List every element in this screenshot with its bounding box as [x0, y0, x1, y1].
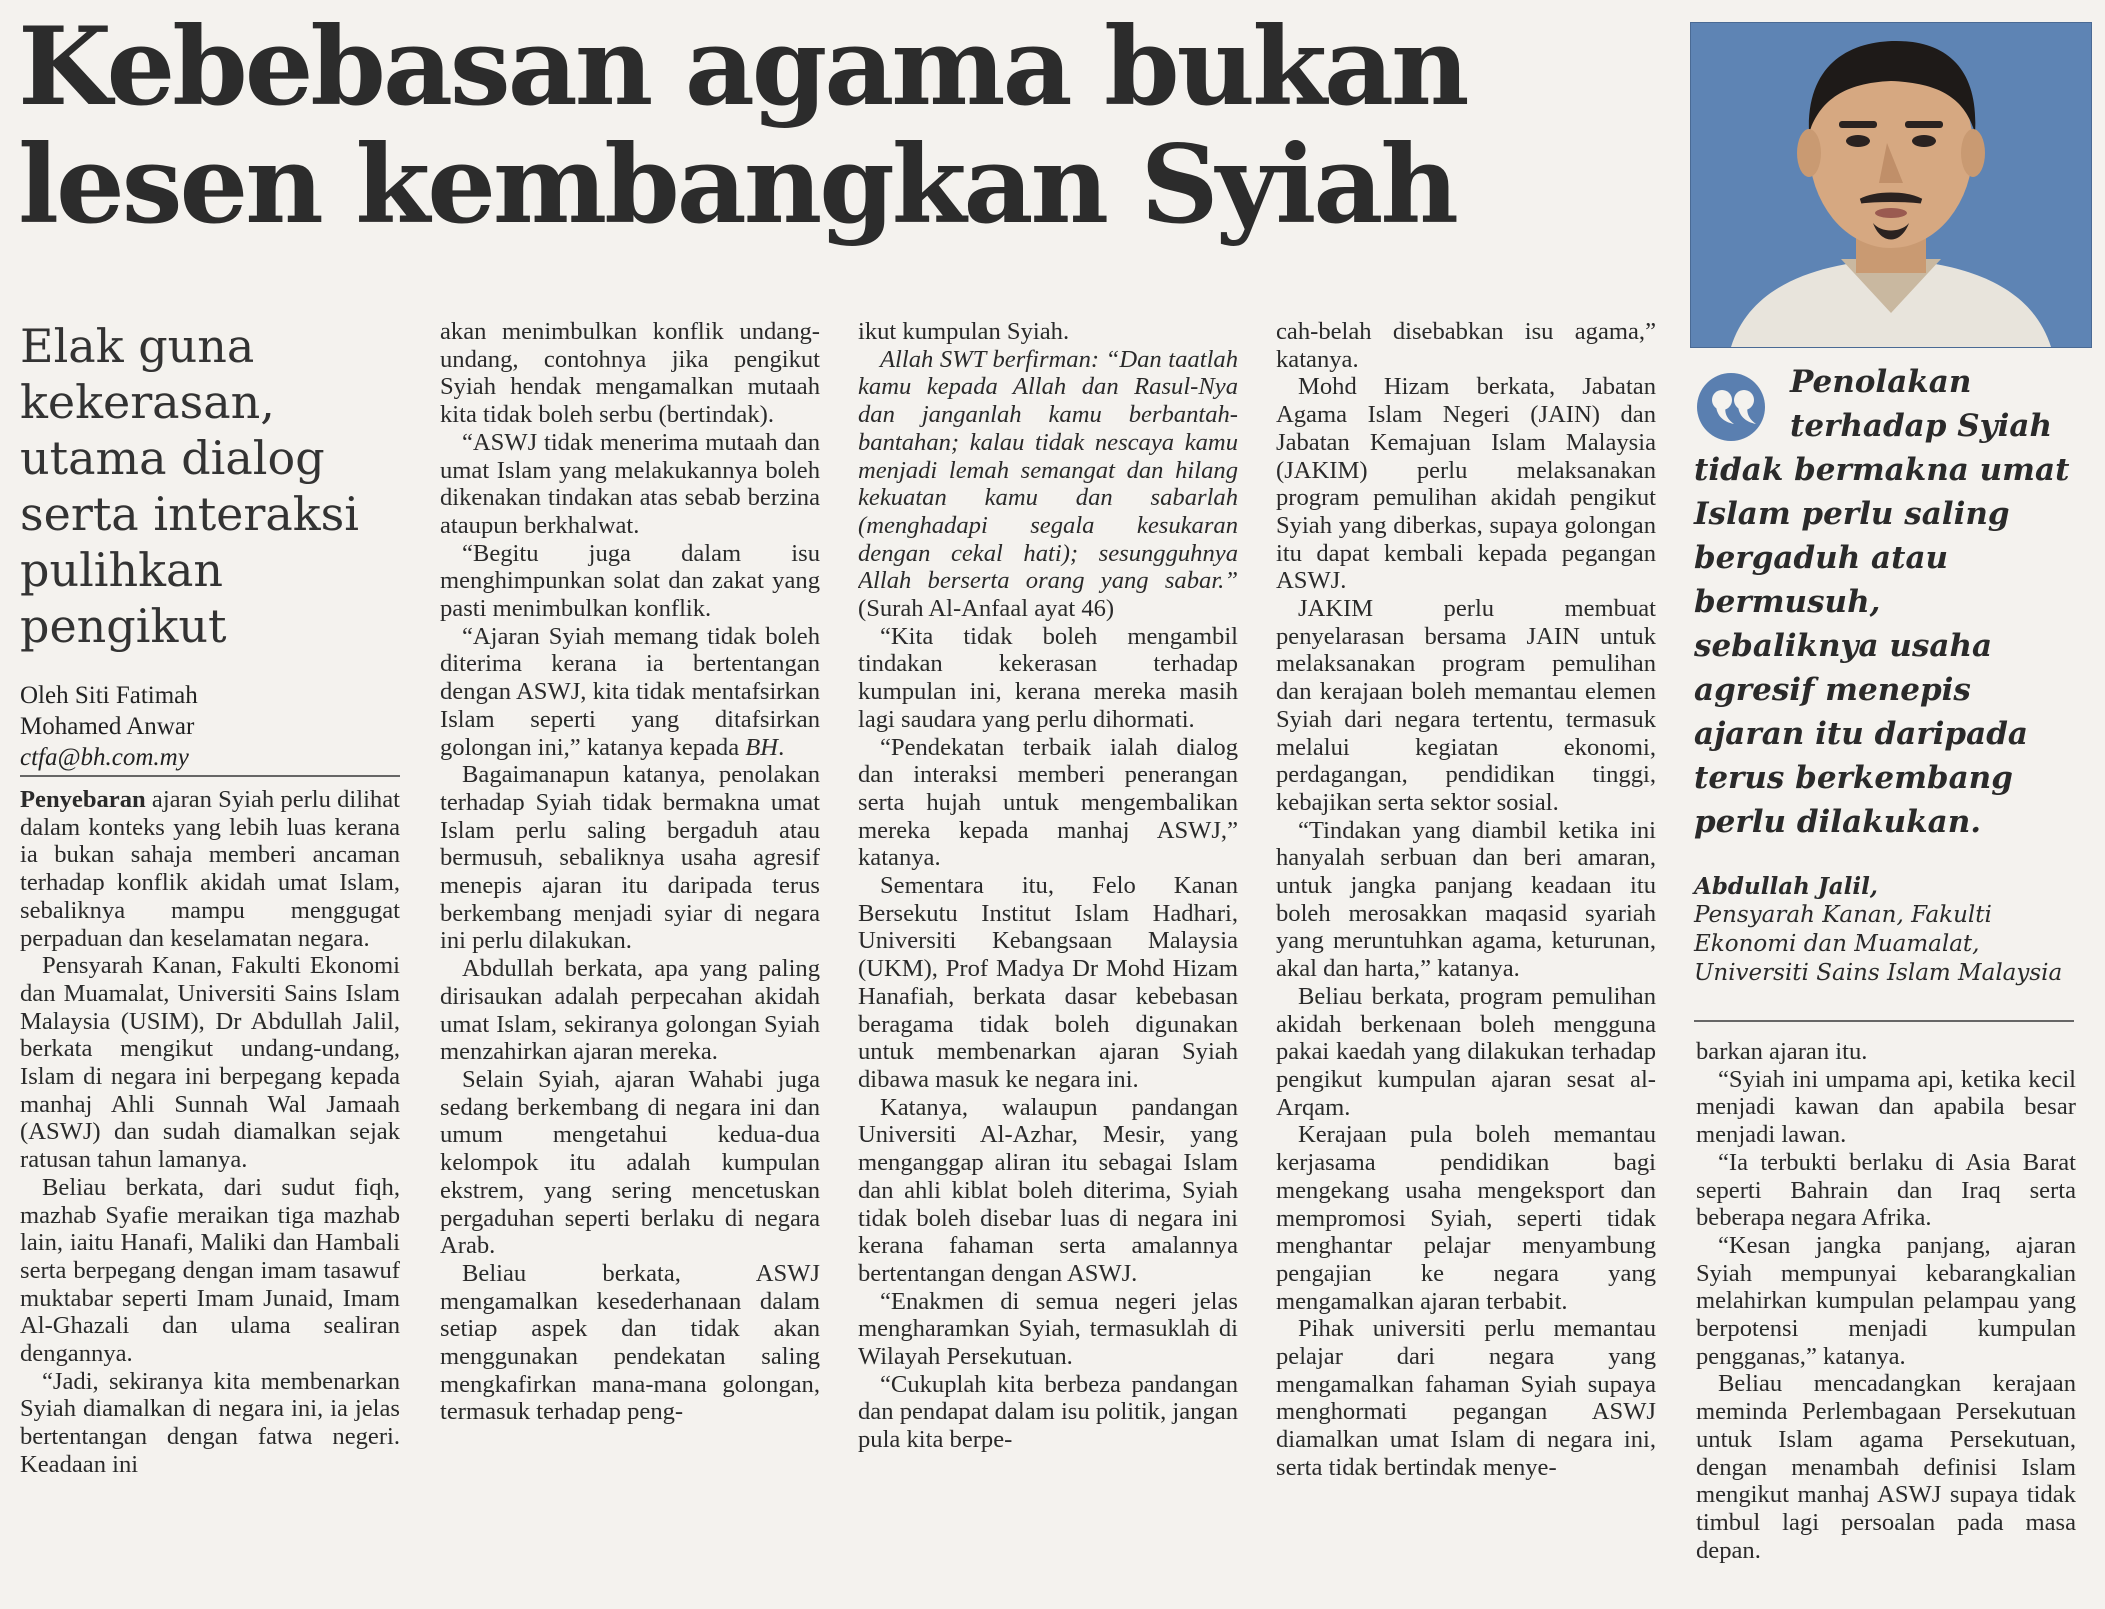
paragraph: Mohd Hizam berkata, Jabatan Agama Islam Negeri (JAIN) dan Jabatan Kemajuan Islam Malaysia (JAKIM) perlu melaksanakan program pemulihan akidah pengikut Syiah yang diberkas, supaya golongan itu dapat kembali kepada pegangan ASWJ. — [1276, 373, 1656, 595]
paragraph: “Enakmen di semua negeri jelas mengharamkan Syiah, termasuklah di Wilayah Persekutuan. — [858, 1287, 1238, 1371]
portrait-illustration — [1691, 23, 2091, 347]
pull-quote-line-1: Penolakan — [1790, 364, 1972, 400]
headline — [18, 4, 1678, 248]
paragraph: “Ia terbukti berlaku di Asia Barat seperti Bahrain dan Iraq serta beberapa negara Afrika. — [1696, 1148, 2076, 1232]
pull-quote-text: tidak bermakna umat Islam perlu saling bergaduh atau bermusuh, sebaliknya usaha agresif menepis ajaran itu daripada terus berkembang perlu dilakukan. — [1694, 452, 2070, 840]
verse-reference: (Surah Al-Anfaal ayat 46) — [858, 595, 1115, 623]
byline-line-1: Oleh Siti Fatimah — [20, 682, 198, 709]
attribution-name: Abdullah Jalil, — [1694, 873, 1878, 900]
pull-quote — [1694, 360, 2074, 844]
paragraph: Pensyarah Kanan, Fakulti Ekonomi dan Muamalat, Universiti Sains Islam Malaysia (USIM), Dr Abdullah Jalil, berkata mengikut undang-undang, Islam di negara ini berpegang kepada manhaj Ahli Sunnah Wal Jamaah (ASWJ) dan sudah diamalkan sejak ratusan tahun lamanya. — [20, 952, 400, 1174]
attribution-divider — [1694, 1020, 2074, 1022]
paragraph: “Tindakan yang diambil ketika ini hanyalah serbuan dan beri amaran, untuk jangka panjang keadaan itu boleh merosakkan maqasid syariah yang meruntuhkan agama, keturunan, akal dan harta,” katanya. — [1276, 816, 1656, 983]
paragraph: ikut kumpulan Syiah. — [858, 318, 1070, 345]
paragraph: JAKIM perlu membuat penyelarasan bersama JAIN untuk melaksanakan program pemulihan dan kerajaan boleh memantau elemen Syiah dari negara tertentu, termasuk melalui kegiatan ekonomi, perdagangan, pendidikan tinggi, kebajikan serta sektor sosial. — [1276, 595, 1656, 816]
article-column-3 — [858, 318, 1238, 1568]
standfirst: Elak guna kekerasan, utama dialog serta interaksi pulihkan pengikut — [20, 319, 360, 653]
attribution-role-1: Pensyarah Kanan, Fakulti — [1694, 902, 1992, 928]
paragraph: Beliau berkata, ASWJ mengamalkan kesederhanaan dalam setiap aspek dan tidak akan menggunakan pendekatan saling mengkafirkan mana-mana golongan, termasuk terhadap peng- — [440, 1259, 820, 1426]
byline-line-2: Mohamed Anwar — [20, 713, 195, 740]
paragraph: “Cukuplah kita berbeza pandangan dan pendapat dalam isu politik, jangan pula kita berpe- — [858, 1370, 1238, 1454]
paragraph: ajaran Syiah perlu dilihat dalam konteks yang lebih luas kerana ia bukan sahaja memberi ancaman terhadap konflik akidah umat Islam, sebaliknya mampu menggugat perpaduan dan keselamatan negara. — [20, 786, 400, 952]
paragraph: “Kesan jangka panjang, ajaran Syiah mempunyai kebarangkalian melahirkan kumpulan pelampau yang berpotensi menjadi kumpulan pengganas,” katanya. — [1696, 1231, 2076, 1370]
paragraph: “Ajaran Syiah memang tidak boleh diterima kerana ia bertentangan dengan ASWJ, kita tidak mentafsirkan Islam seperti yang ditafsirkan golongan ini,” katanya kepada BH. — [440, 622, 820, 761]
paragraph: cah-belah disebabkan isu agama,” katanya. — [1276, 318, 1656, 373]
paragraph-text: “Ajaran Syiah memang tidak boleh diterima kerana ia bertentangan dengan ASWJ, kita tidak mentafsirkan Islam seperti yang ditafsirkan golongan ini,” katanya kepada — [440, 622, 820, 761]
paragraph: akan menimbulkan konflik undang-undang, contohnya jika pengikut Syiah hendak mengamalkan mutaah kita tidak boleh serbu (bertindak). — [440, 318, 820, 429]
headline-line-1: Kebebasan agama bukan — [18, 4, 1467, 130]
verse-text: Allah SWT berfirman: “Dan taatlah kamu kepada Allah dan Rasul-Nya dan janganlah kamu berbantah-bantahan; kalau tidak nescaya kamu menjadi lemah semangat dan hilang kekuatan kamu dan sabarlah (menghadapi segala kesukaran dengan cekal hati); sesungguhnya Allah berserta orang yang sabar.” — [858, 345, 1238, 595]
paragraph: “Pendekatan terbaik ialah dialog dan interaksi memberi penerangan serta hujah untuk mengembalikan mereka kepada manhaj ASWJ,” katanya. — [858, 733, 1238, 872]
paragraph: “Jadi, sekiranya kita membenarkan Syiah diamalkan di negara ini, ia jelas bertentangan dengan fatwa negeri. Keadaan ini — [20, 1367, 400, 1478]
paragraph: “ASWJ tidak menerima mutaah dan umat Islam yang melakukannya boleh dikenakan tindakan atas sebab berzina ataupun berkhalwat. — [440, 428, 820, 539]
quran-verse — [858, 346, 1238, 623]
paragraph: “Begitu juga dalam isu menghimpunkan solat dan zakat yang pasti menimbulkan konflik. — [440, 539, 820, 623]
paragraph: “Syiah ini umpama api, ketika kecil menjadi kawan dan apabila besar menjadi lawan. — [1696, 1065, 2076, 1149]
attribution-role-3: Universiti Sains Islam Malaysia — [1694, 960, 2063, 986]
headline-line-2: lesen kembangkan Syiah — [18, 122, 1456, 248]
paragraph: Sementara itu, Felo Kanan Bersekutu Institut Islam Hadhari, Universiti Kebangsaan Malaysia (UKM), Prof Madya Dr Mohd Hizam Hanafiah, berkata dasar kebebasan beragama tidak boleh digunakan untuk membenarkan ajaran Syiah dibawa masuk ke negara ini. — [858, 872, 1238, 1093]
paragraph: Katanya, walaupun pandangan Universiti Al-Azhar, Mesir, yang menganggap aliran itu sebagai Islam dan ahli kiblat boleh diterima, Syiah tidak boleh disebar luas di negara ini kerana fahaman serta amalannya bertentangan dengan ASWJ. — [858, 1093, 1238, 1287]
article-column-5 — [1696, 1038, 2076, 1578]
article-column-2 — [440, 318, 820, 1568]
paragraph: Beliau berkata, program pemulihan akidah berkenaan boleh mengguna pakai kaedah yang dilakukan terhadap pengikut kumpulan ajaran sesat al-Arqam. — [1276, 982, 1656, 1121]
paragraph: Bagaimanapun katanya, penolakan terhadap Syiah tidak bermakna umat Islam perlu saling bergaduh atau bermusuh, sebaliknya usaha agresif menepis ajaran itu daripada terus berkembang menjadi syiar di negara ini perlu dilakukan. — [440, 761, 820, 955]
portrait-photo — [1690, 22, 2092, 348]
paragraph: Beliau berkata, dari sudut fiqh, mazhab Syafie meraikan tiga mazhab lain, iaitu Hanafi, Maliki dan Hambali serta berpegang dengan imam tasawuf muktabar seperti Imam Junaid, Imam Al-Ghazali dan ulama sealiran dengannya. — [20, 1173, 400, 1368]
paragraph: Selain Syiah, ajaran Wahabi juga sedang berkembang di negara ini dan umum mengetahui kedua-dua kelompok itu adalah kumpulan ekstrem, yang sering mencetuskan pergaduhan seperti berlaku di negara Arab. — [440, 1065, 820, 1260]
pull-quote-attribution — [1694, 872, 2074, 988]
byline — [20, 680, 400, 773]
article-column-4 — [1276, 318, 1656, 1568]
paragraph: Abdullah berkata, apa yang paling dirisaukan adalah perpecahan akidah umat Islam, sekiranya golongan Syiah menzahirkan ajaran mereka. — [440, 955, 820, 1066]
lead-paragraph — [20, 786, 400, 952]
byline-email: ctfa@bh.com.my — [20, 744, 189, 771]
attribution-role-2: Ekonomi dan Muamalat, — [1694, 931, 1980, 957]
lead-word: Penyebaran — [20, 786, 146, 813]
paragraph: barkan ajaran itu. — [1696, 1038, 1868, 1065]
paper-abbrev: BH — [745, 733, 779, 761]
paragraph: Kerajaan pula boleh memantau kerjasama pendidikan bagi mengekang usaha mengeksport dan mempromosi Syiah, seperti tidak menghantar pelajar menyambung pengajian ke negara yang mengamalkan ajaran terbabit. — [1276, 1121, 1656, 1315]
byline-divider — [20, 775, 400, 777]
article-column-1 — [20, 786, 400, 1506]
paragraph: Beliau mencadangkan kerajaan meminda Perlembagaan Persekutuan untuk Islam agama Persekutuan, dengan menambah definisi Islam mengikut manhaj ASWJ supaya tidak timbul lagi persoalan pada masa depan. — [1696, 1370, 2076, 1564]
pull-quote-line-2: terhadap Syiah — [1790, 408, 2053, 444]
paragraph: Pihak universiti perlu memantau pelajar dari negara yang mengamalkan fahaman Syiah supaya menghormati pegangan ASWJ diamalkan umat Islam di negara ini, serta tidak bertindak menye- — [1276, 1315, 1656, 1481]
paragraph: “Kita tidak boleh mengambil tindakan kekerasan terhadap kumpulan ini, kerana mereka masih lagi saudara yang perlu dihormati. — [858, 622, 1238, 733]
